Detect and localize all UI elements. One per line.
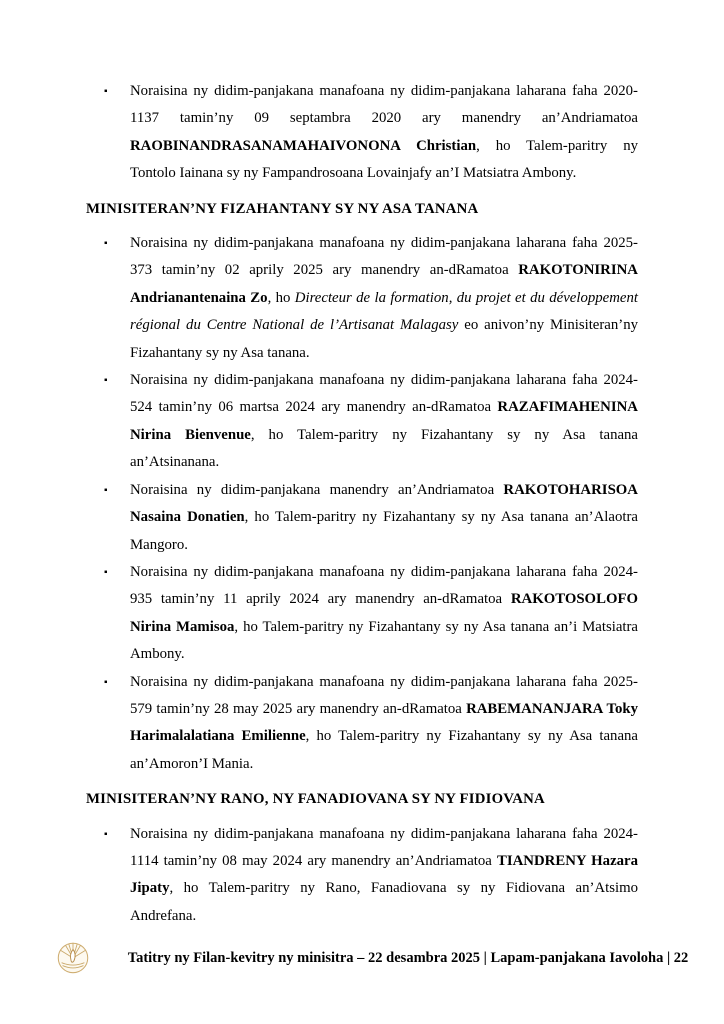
ministry-section: [86, 786, 638, 930]
decree-item: ▪ Noraisina ny didim-panjakana manafoana ny didim-panjakana laharana faha 2024-935 tamin’ny 11 aprily 2024 ary manendry an-dRamatoa RAKOTOSOLOFO Nirina Mamisoa, ho Talem-paritry ny Fizahantany sy ny Asa tanana an’i Matsiatra Ambony.: [130, 559, 638, 669]
decree-list: [86, 230, 638, 778]
section-header: MINISITERAN’NY RANO, NY FANADIOVANA SY NY FIDIOVANA: [86, 791, 545, 808]
footer-text: [120, 948, 696, 968]
decree-item: ▪ Noraisina ny didim-panjakana manafoana ny didim-panjakana laharana faha 2024-524 tamin’ny 06 martsa 2024 ary manendry an-dRamatoa RAZAFIMAHENINA Nirina Bienvenue, ho Talem-paritry ny Fizahantany sy ny Asa tanana an’Atsinanana.: [130, 367, 638, 477]
footer-report-title: Tatitry ny Filan-kevitry ny minisitra – 22 desambra 2025 | Lapam-panjakana Iavoloha |: [127, 950, 674, 966]
government-seal-icon: [54, 938, 92, 976]
page-number: 22: [673, 950, 689, 966]
decree-item: ▪ Noraisina ny didim-panjakana manafoana ny didim-panjakana laharana faha 2025-373 tamin’ny 02 aprily 2025 ary manendry an-dRamatoa RAKOTONIRINA Andrianantenaina Zo, ho Directeur de la formation, du projet et du développement régional du Centre National de l’Artisanat Malagasy eo anivon’ny Minisiteran’ny Fizahantany sy ny Asa tanana.: [130, 230, 638, 367]
decree-item: ▪ Noraisina ny didim-panjakana manafoana ny didim-panjakana laharana faha 2024-1114 tamin’ny 08 may 2024 ary manendry an’Andriamatoa TIANDRENY Hazara Jipaty, ho Talem-paritry ny Rano, Fanadiovana sy ny Fidiovana an’Atsimo Andrefana.: [130, 821, 638, 931]
ministry-section: [86, 196, 638, 779]
ministry-section: [86, 78, 638, 188]
page-footer: [0, 942, 724, 986]
document-body: [86, 78, 638, 930]
decree-item: ▪ Noraisina ny didim-panjakana manendry an’Andriamatoa RAKOTOHARISOA Nasaina Donatien, ho Talem-paritry ny Fizahantany sy ny Asa tanana an’Alaotra Mangoro.: [130, 477, 638, 559]
decree-item: ▪ Noraisina ny didim-panjakana manafoana ny didim-panjakana laharana faha 2025-579 tamin’ny 28 may 2025 ary manendry an-dRamatoa RABEMANANJARA Toky Harimalalatiana Emilienne, ho Talem-paritry ny Fizahantany sy ny Asa tanana an’Amoron’I Mania.: [130, 669, 638, 779]
decree-list: [86, 821, 638, 931]
decree-item: ▪ Noraisina ny didim-panjakana manafoana ny didim-panjakana laharana faha 2020-1137 tamin’ny 09 septambra 2020 ary manendry an’Andriamatoa RAOBINANDRASANAMAHAIVONONA Christian, ho Talem-paritry ny Tontolo Iainana sy ny Fampandrosoana Lovainjafy an’I Matsiatra Ambony.: [130, 78, 638, 188]
decree-list: [86, 78, 638, 188]
section-header: MINISITERAN’NY FIZAHANTANY SY NY ASA TANANA: [86, 200, 479, 217]
